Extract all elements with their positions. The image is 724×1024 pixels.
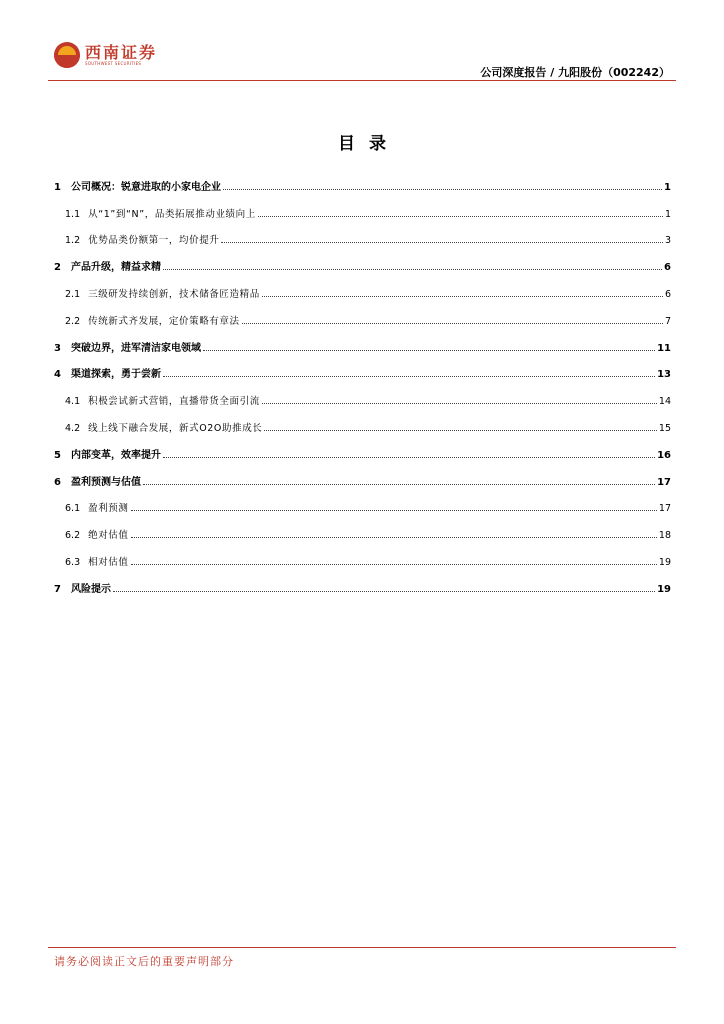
toc-leader-dots bbox=[163, 269, 662, 270]
toc-entry-label: 三级研发持续创新，技术储备匠造精品 bbox=[88, 288, 260, 300]
toc-entry-page: 18 bbox=[658, 530, 671, 542]
toc-entry-page: 19 bbox=[657, 583, 671, 595]
toc-entry-number: 1.1 bbox=[65, 208, 81, 220]
toc-leader-dots bbox=[131, 564, 657, 565]
toc-entry[interactable] bbox=[54, 327, 671, 354]
toc-entry-label: 突破边界，进军清洁家电领域 bbox=[70, 342, 201, 354]
toc-leader-dots bbox=[163, 457, 655, 458]
toc-leader-dots bbox=[131, 537, 657, 538]
toc-entry-page: 19 bbox=[658, 556, 671, 568]
toc-leader-dots bbox=[221, 242, 663, 243]
toc-entry-number: 6.2 bbox=[65, 530, 81, 542]
toc-leader-dots bbox=[262, 296, 663, 297]
toc-entry[interactable] bbox=[54, 407, 671, 434]
footer-disclaimer: 请务必阅读正文后的重要声明部分 bbox=[54, 955, 234, 968]
toc-entry-label: 相对估值 bbox=[88, 556, 129, 568]
toc-entry-label: 绝对估值 bbox=[88, 530, 129, 542]
toc-entry-label: 内部变革，效率提升 bbox=[70, 449, 161, 461]
toc-entry[interactable] bbox=[54, 273, 671, 300]
toc-entry-page: 6 bbox=[664, 262, 671, 274]
toc-title: 目录 bbox=[338, 134, 400, 154]
toc-entry[interactable] bbox=[54, 541, 671, 568]
toc-entry-label: 传统新式齐发展，定价策略有章法 bbox=[88, 315, 240, 327]
toc-entry-page: 3 bbox=[664, 235, 671, 247]
toc-leader-dots bbox=[143, 484, 655, 485]
logo-text bbox=[85, 44, 157, 67]
toc-entry-number: 6.1 bbox=[65, 503, 81, 515]
toc-entry-label: 盈利预测与估值 bbox=[70, 476, 141, 488]
toc-entry-page: 1 bbox=[664, 181, 671, 193]
toc-entry[interactable] bbox=[54, 220, 671, 247]
toc-leader-dots bbox=[163, 376, 655, 377]
toc-entry[interactable] bbox=[54, 514, 671, 541]
company-logo bbox=[54, 42, 157, 68]
toc-entry[interactable] bbox=[54, 354, 671, 381]
toc-entry-number: 7 bbox=[54, 583, 61, 595]
toc-entry-page: 14 bbox=[658, 396, 671, 408]
toc-entry[interactable] bbox=[54, 461, 671, 488]
toc-entry-number: 5 bbox=[54, 449, 61, 461]
toc-entry-number: 6.3 bbox=[65, 556, 81, 568]
toc-leader-dots bbox=[258, 216, 663, 217]
toc-entry-label: 风险提示 bbox=[70, 583, 111, 595]
table-of-contents bbox=[54, 166, 671, 595]
toc-entry-number: 2.2 bbox=[65, 315, 81, 327]
toc-leader-dots bbox=[262, 403, 657, 404]
toc-leader-dots bbox=[113, 591, 655, 592]
toc-entry-number: 4 bbox=[54, 369, 61, 381]
toc-entry-number: 4.1 bbox=[65, 396, 81, 408]
logo-chinese-name: 西南证券 bbox=[85, 42, 158, 62]
footer-divider bbox=[48, 947, 676, 948]
toc-entry[interactable] bbox=[54, 568, 671, 595]
header-divider bbox=[48, 80, 676, 81]
toc-entry-page: 15 bbox=[658, 422, 671, 434]
toc-entry-label: 从“1”到“N”，品类拓展推动业绩向上 bbox=[88, 208, 256, 220]
toc-leader-dots bbox=[203, 350, 655, 351]
toc-leader-dots bbox=[131, 510, 657, 511]
toc-entry-label: 渠道探索，勇于尝新 bbox=[70, 369, 161, 381]
toc-entry-page: 13 bbox=[657, 369, 671, 381]
toc-entry-label: 盈利预测 bbox=[88, 503, 129, 515]
toc-entry-label: 产品升级，精益求精 bbox=[70, 262, 161, 274]
toc-entry-page: 7 bbox=[664, 315, 671, 327]
toc-entry-number: 1 bbox=[54, 181, 61, 193]
toc-entry-label: 线上线下融合发展，新式O2O助推成长 bbox=[88, 422, 263, 434]
toc-entry[interactable] bbox=[54, 193, 671, 220]
toc-entry-page: 16 bbox=[657, 449, 671, 461]
logo-emblem-icon bbox=[54, 42, 80, 68]
toc-entry[interactable] bbox=[54, 166, 671, 193]
toc-entry[interactable] bbox=[54, 300, 671, 327]
toc-entry[interactable] bbox=[54, 488, 671, 515]
toc-entry-label: 积极尝试新式营销，直播带货全面引流 bbox=[88, 396, 260, 408]
toc-entry-page: 17 bbox=[657, 476, 671, 488]
toc-entry-page: 1 bbox=[664, 208, 671, 220]
toc-entry-page: 11 bbox=[657, 342, 671, 354]
toc-entry-label: 公司概况：锐意进取的小家电企业 bbox=[70, 181, 221, 193]
toc-entry[interactable] bbox=[54, 434, 671, 461]
toc-leader-dots bbox=[264, 430, 656, 431]
toc-entry[interactable] bbox=[54, 380, 671, 407]
toc-entry-number: 4.2 bbox=[65, 422, 81, 434]
toc-entry-number: 6 bbox=[54, 476, 61, 488]
toc-entry-page: 17 bbox=[658, 503, 671, 515]
toc-entry-number: 2 bbox=[54, 262, 61, 274]
toc-entry-page: 6 bbox=[664, 288, 671, 300]
toc-leader-dots bbox=[223, 189, 662, 190]
logo-english-name: SOUTHWEST SECURITIES bbox=[85, 60, 142, 66]
report-header-title: 公司深度报告 / 九阳股份（002242） bbox=[480, 66, 670, 79]
toc-entry-number: 2.1 bbox=[65, 288, 81, 300]
toc-entry-number: 3 bbox=[54, 342, 61, 354]
toc-entry-label: 优势品类份额第一，均价提升 bbox=[88, 235, 220, 247]
toc-entry[interactable] bbox=[54, 246, 671, 273]
toc-entry-number: 1.2 bbox=[65, 235, 81, 247]
toc-leader-dots bbox=[242, 323, 663, 324]
